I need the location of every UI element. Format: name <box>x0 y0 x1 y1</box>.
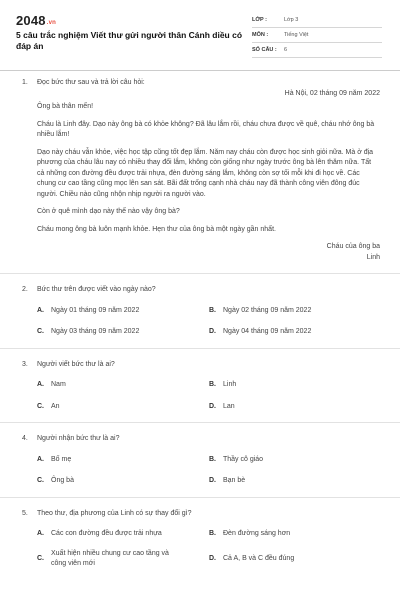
option-letter: C. <box>37 328 44 335</box>
question-1 <box>0 78 400 263</box>
meta-value: 6 <box>284 47 288 53</box>
answer-option-c[interactable] <box>37 402 209 413</box>
answer-option-a[interactable] <box>37 306 209 317</box>
question-text: Người nhận bức thư là ai? <box>37 435 120 442</box>
option-text: Ngày 03 tháng 09 năm 2022 <box>51 328 140 335</box>
signature-line: Cháu của ông ba <box>326 243 380 250</box>
option-letter: A. <box>37 530 44 537</box>
meta-label: SỐ CÂU : <box>252 47 277 53</box>
option-text: Đèn đường sáng hơn <box>223 530 291 537</box>
letter-greeting: Ông bà thân mến! <box>37 103 94 110</box>
question-number: 5. <box>22 509 28 517</box>
option-letter: B. <box>209 381 216 388</box>
option-letter: D. <box>209 402 216 410</box>
signature-name: Linh <box>366 253 380 261</box>
letter-paragraph: Dạo này cháu vẫn khỏe, việc học tập cũng tốt đẹp lắm. Năm nay cháu còn được học sinh giỏi nữa. Mà ở địa phương của cháu lâu nay có nhiều thay đổi lắm, không còn giống như ngày trước ông bà lên thăm nữa. Tất cả những con đường đều được trải nhựa, đèn đường sáng lắm, không còn sợ tối mỗi khi đi học về. Các chung cư cao tầng cũng mọc lên san sát. Bãi đất trống cạnh nhà cháu nay đã thành công viên đông đúc người. Chiều nào cũng nhộn nhịp người ra người vào. <box>37 148 374 198</box>
answer-option-b[interactable] <box>209 455 381 466</box>
question-text: Người viết bức thư là ai? <box>37 360 115 368</box>
meta-label: MÔN : <box>252 32 269 38</box>
option-letter: C. <box>37 477 44 484</box>
option-letter: C. <box>37 554 44 562</box>
answer-option-d[interactable] <box>209 327 381 338</box>
meta-value: Tiếng Việt <box>284 32 309 38</box>
option-letter: D. <box>209 328 216 335</box>
option-letter: D. <box>209 477 216 484</box>
meta-row-class <box>252 13 382 28</box>
question-divider <box>0 497 400 498</box>
option-text: Nam <box>51 381 66 388</box>
question-number: 4. <box>22 435 28 442</box>
meta-table <box>252 13 382 58</box>
option-text: Bạn bè <box>223 477 246 484</box>
option-text: Bố mẹ <box>51 455 72 463</box>
answer-options <box>37 306 380 338</box>
page-header <box>0 0 400 70</box>
answer-option-c[interactable] <box>37 549 209 570</box>
letter-paragraph: Còn ở quê mình dạo này thế nào vậy ông bà? <box>37 208 180 215</box>
option-text: Ngày 01 tháng 09 năm 2022 <box>51 306 140 314</box>
option-text: Xuất hiện nhiều chung cư cao tầng và công viên mới <box>51 549 169 567</box>
header-divider <box>0 70 400 71</box>
answer-options <box>37 455 380 487</box>
question-text: Đọc bức thư sau và trả lời câu hỏi: <box>37 79 145 86</box>
meta-row-count <box>252 43 382 58</box>
option-letter: C. <box>37 402 44 410</box>
answer-options <box>37 380 380 412</box>
question-4 <box>0 434 400 487</box>
option-text: Linh <box>223 381 237 388</box>
question-number: 3. <box>22 360 28 368</box>
letter-paragraph: Cháu mong ông bà luôn mạnh khỏe. Hẹn thư của ông bà một ngày gần nhất. <box>37 225 276 233</box>
question-number: 2. <box>22 286 28 293</box>
option-text: Ngày 04 tháng 09 năm 2022 <box>223 328 312 335</box>
letter-paragraph: Cháu là Linh đây. Dạo này ông bà có khỏe không? Đã lâu lắm rồi, cháu chưa được về quê, cháu nhớ ông bà nhiều lắm! <box>37 120 375 138</box>
question-5 <box>0 509 400 570</box>
question-divider <box>0 422 400 423</box>
answer-option-c[interactable] <box>37 327 209 338</box>
question-number: 1. <box>22 79 28 86</box>
option-text: An <box>51 402 60 410</box>
question-text: Theo thư, địa phương của Linh có sự thay đổi gì? <box>37 509 192 517</box>
answer-option-d[interactable] <box>209 549 381 570</box>
question-text: Bức thư trên được viết vào ngày nào? <box>37 286 156 293</box>
answer-options <box>37 529 380 570</box>
answer-option-a[interactable] <box>37 529 209 540</box>
option-letter: B. <box>209 530 216 537</box>
question-list <box>0 78 400 570</box>
meta-row-subject <box>252 28 382 43</box>
answer-option-c[interactable] <box>37 476 209 487</box>
option-text: Ông bà <box>51 477 74 484</box>
answer-option-b[interactable] <box>209 380 381 391</box>
site-logo[interactable] <box>16 13 56 28</box>
option-text: Cả A, B và C đều đúng <box>223 554 295 562</box>
option-letter: A. <box>37 455 44 463</box>
answer-option-a[interactable] <box>37 455 209 466</box>
logo-main: 2048 <box>16 13 46 28</box>
meta-value: Lớp 3 <box>284 17 299 23</box>
answer-option-b[interactable] <box>209 306 381 317</box>
option-text: Lan <box>223 402 235 410</box>
option-letter: D. <box>209 554 216 562</box>
letter-date: Hà Nội, 02 tháng 09 năm 2022 <box>284 89 380 97</box>
question-divider <box>0 273 400 274</box>
option-letter: A. <box>37 306 44 314</box>
option-text: Các con đường đều được trải nhựa <box>51 530 162 537</box>
answer-option-b[interactable] <box>209 529 381 540</box>
page-title: 5 câu trắc nghiệm Viết thư gửi người thân Cánh diều có đáp án <box>16 30 243 51</box>
option-letter: A. <box>37 381 44 388</box>
question-2 <box>0 285 400 338</box>
question-divider <box>0 348 400 349</box>
meta-label: LỚP : <box>252 17 267 23</box>
option-text: Thầy cô giáo <box>223 455 264 463</box>
answer-option-d[interactable] <box>209 402 381 413</box>
option-letter: B. <box>209 455 216 463</box>
logo-suffix: .vn <box>46 20 57 26</box>
question-3 <box>0 360 400 413</box>
option-text: Ngày 02 tháng 09 năm 2022 <box>223 306 312 314</box>
option-letter: B. <box>209 306 216 314</box>
answer-option-d[interactable] <box>209 476 381 487</box>
letter-signature <box>37 242 380 263</box>
answer-option-a[interactable] <box>37 380 209 391</box>
